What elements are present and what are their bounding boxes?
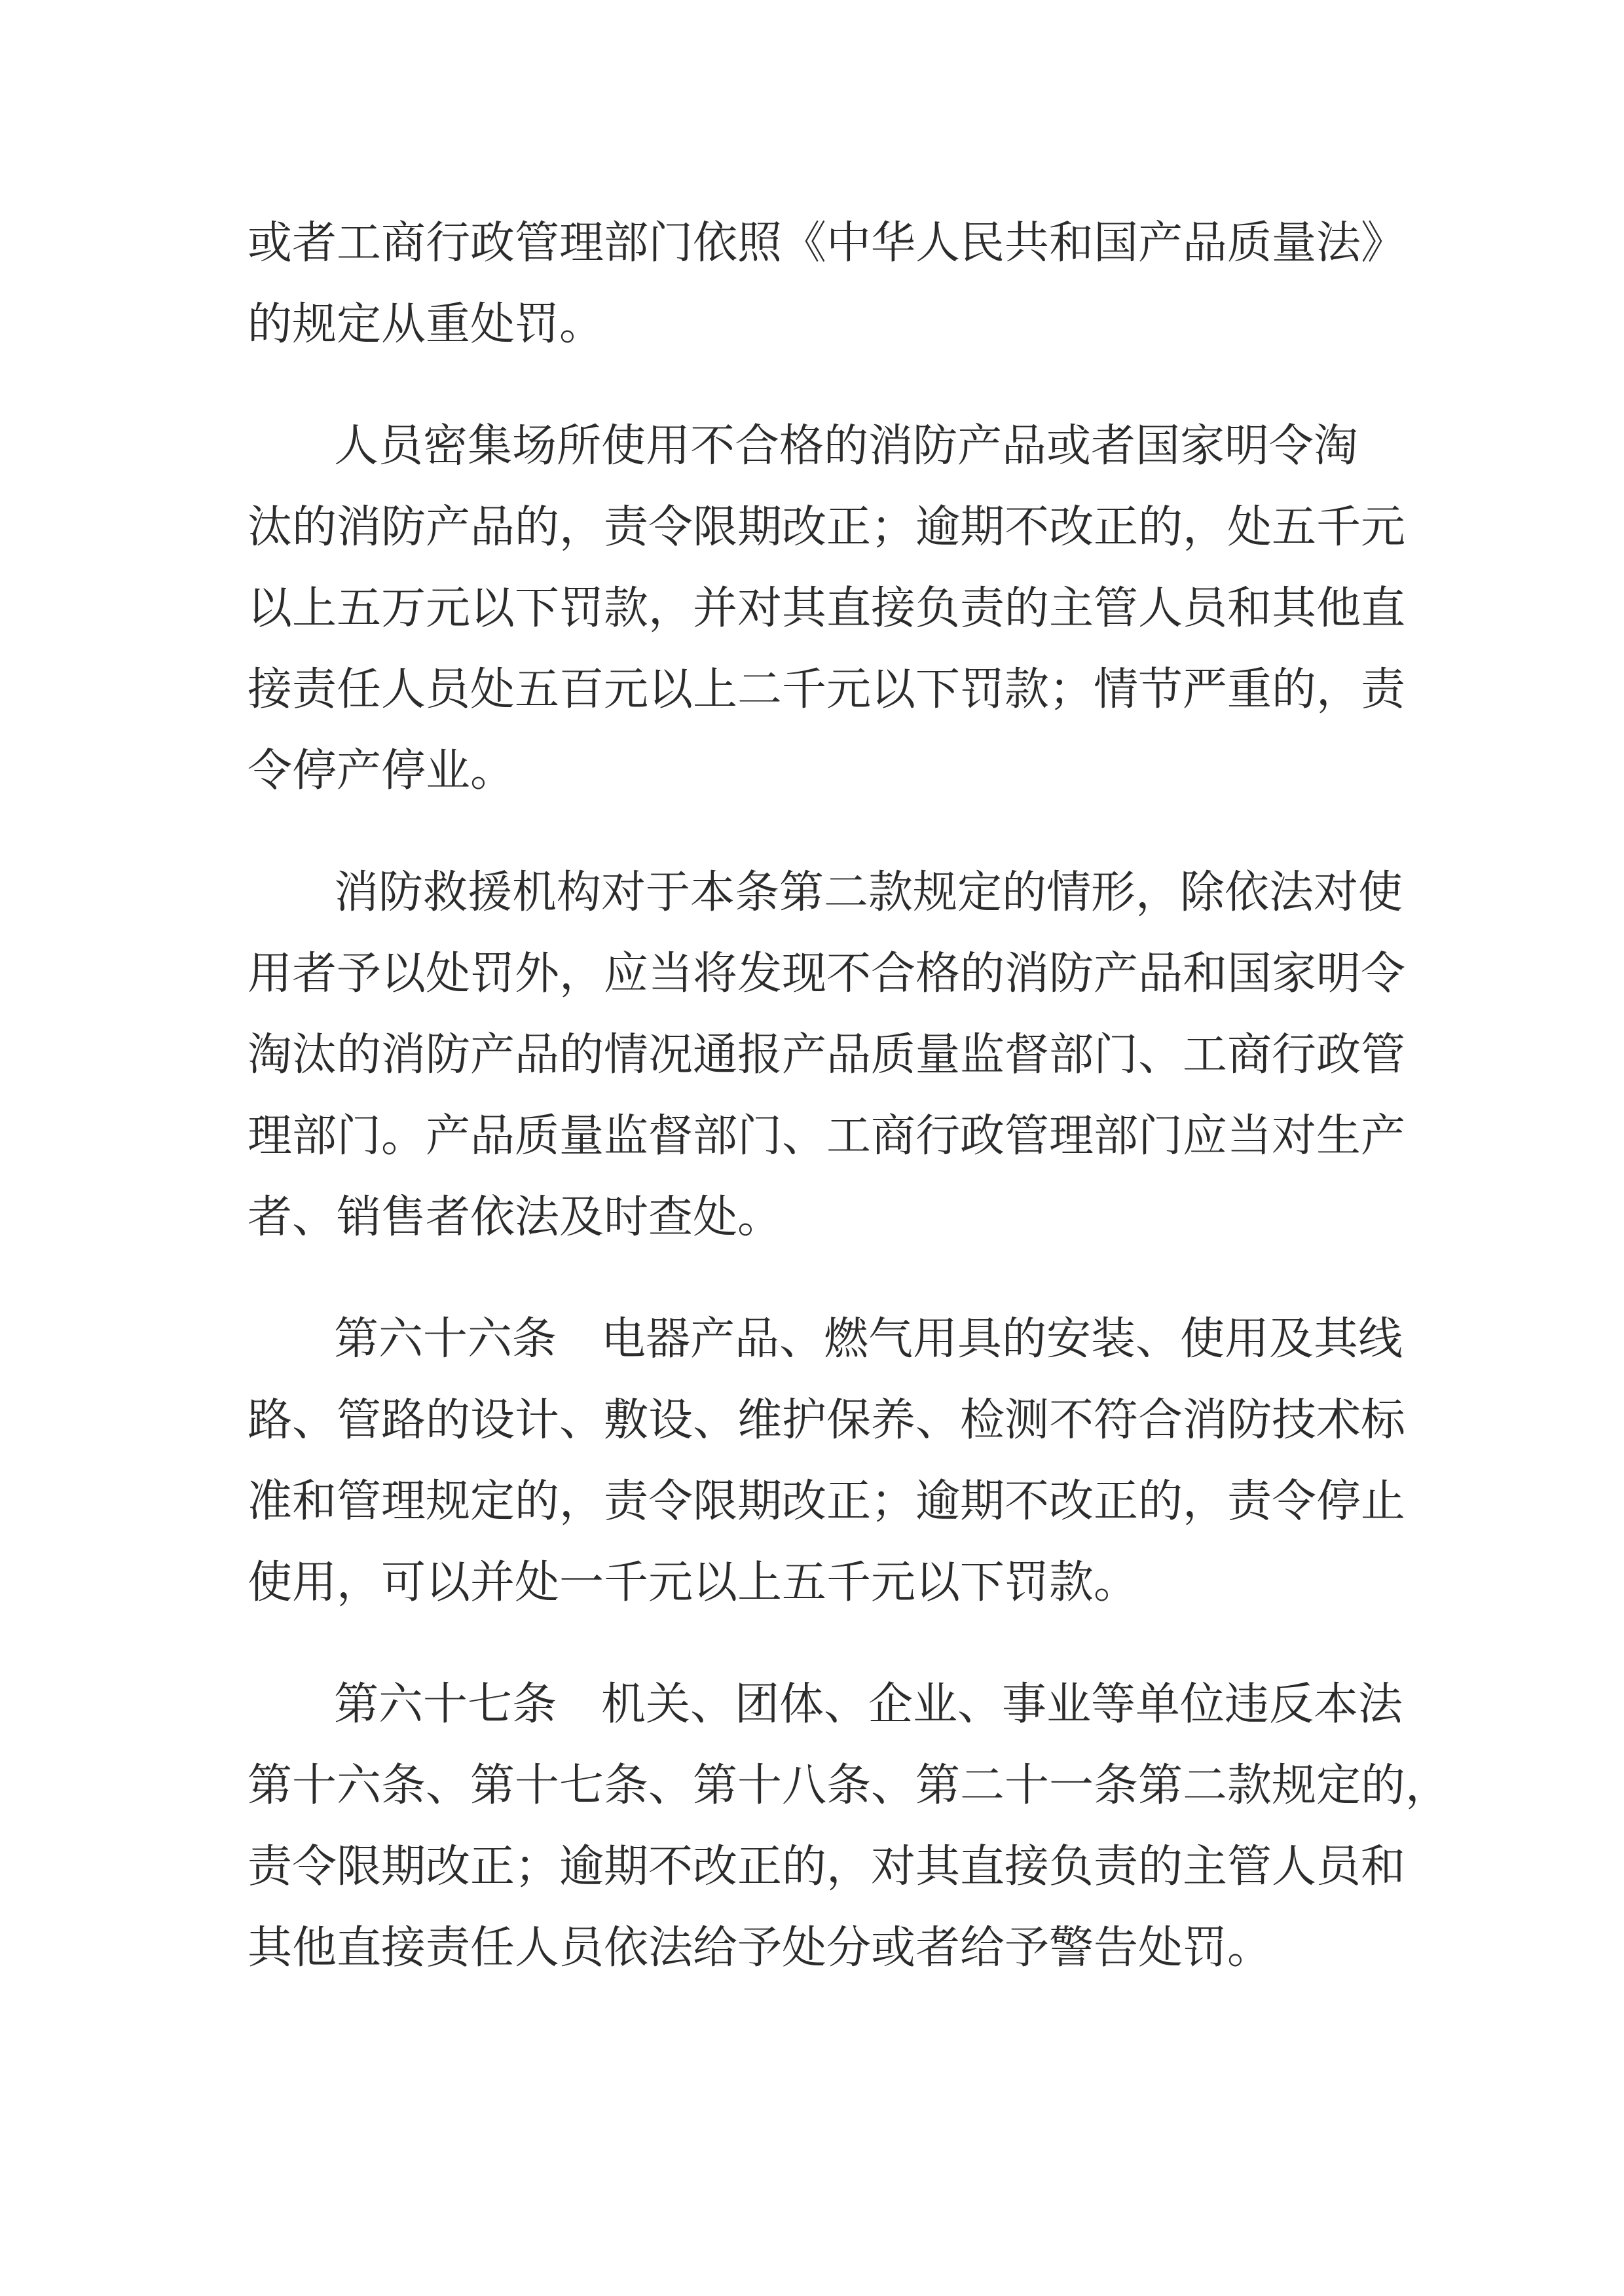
text-line: 淘汰的消防产品的情况通报产品质量监督部门、工商行政管 — [248, 1029, 1406, 1081]
text-line: 第十六条、第十七条、第十八条、第二十一条第二款规定的， — [248, 1760, 1450, 1812]
text-line: 令停产停业。 — [248, 745, 515, 797]
text-line: 消防救援机构对于本条第二款规定的情形，除依法对使 — [334, 867, 1403, 919]
text-line: 理部门。产品质量监督部门、工商行政管理部门应当对生产 — [248, 1110, 1406, 1162]
text-line: 准和管理规定的，责令限期改正；逾期不改正的，责令停止 — [248, 1476, 1406, 1527]
text-line: 或者工商行政管理部门依照《中华人民共和国产品质量法》 — [248, 217, 1406, 269]
text-line: 接责任人员处五百元以上二千元以下罚款；情节严重的，责 — [248, 664, 1406, 716]
text-line: 人员密集场所使用不合格的消防产品或者国家明令淘 — [334, 420, 1359, 472]
text-line: 第六十六条 电器产品、燃气用具的安装、使用及其线 — [334, 1313, 1403, 1365]
text-line: 第六十七条 机关、团体、企业、事业等单位违反本法 — [334, 1679, 1403, 1730]
text-line: 其他直接责任人员依法给予处分或者给予警告处罚。 — [248, 1922, 1272, 1974]
text-line: 以上五万元以下罚款，并对其直接负责的主管人员和其他直 — [248, 583, 1406, 634]
text-line: 的规定从重处罚。 — [248, 299, 604, 350]
text-line: 用者予以处罚外，应当将发现不合格的消防产品和国家明令 — [248, 948, 1406, 1000]
text-line: 者、销售者依法及时查处。 — [248, 1192, 783, 1243]
text-line: 责令限期改正；逾期不改正的，对其直接负责的主管人员和 — [248, 1841, 1406, 1893]
text-line: 汰的消防产品的，责令限期改正；逾期不改正的，处五千元 — [248, 501, 1406, 553]
text-line: 路、管路的设计、敷设、维护保养、检测不符合消防技术标 — [248, 1394, 1406, 1446]
text-line: 使用，可以并处一千元以上五千元以下罚款。 — [248, 1557, 1139, 1609]
